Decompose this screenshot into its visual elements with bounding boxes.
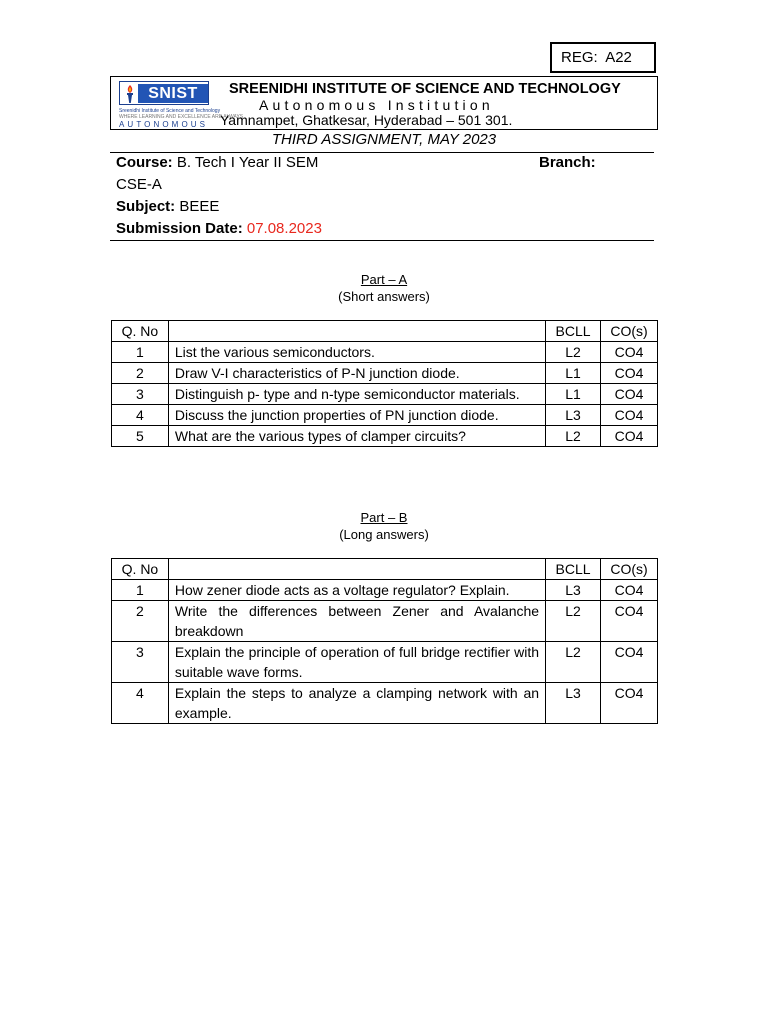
part-b-table	[111, 558, 658, 724]
question-text: How zener diode acts as a voltage regulator? Explain.	[168, 580, 545, 601]
divider-top	[110, 152, 654, 153]
header-co: CO(s)	[601, 321, 658, 342]
institution-address: Yamnampet, Ghatkesar, Hyderabad – 501 301.	[220, 112, 513, 128]
course-outcome: CO4	[601, 405, 658, 426]
question-text: What are the various types of clamper circuits?	[168, 426, 545, 447]
question-number: 4	[112, 683, 169, 724]
table-row	[112, 384, 658, 405]
table-row	[112, 683, 658, 724]
bcll-level: L2	[546, 642, 601, 683]
header-qno: Q. No	[112, 559, 169, 580]
question-number: 3	[112, 384, 169, 405]
table-row	[112, 363, 658, 384]
part-a-title: Part – A	[360, 272, 408, 287]
logo-badge	[119, 81, 209, 105]
header-bcll: BCLL	[546, 321, 601, 342]
reg-label: REG:	[561, 49, 598, 66]
table-row	[112, 601, 658, 642]
header-qno: Q. No	[112, 321, 169, 342]
table-row	[112, 642, 658, 683]
course-outcome: CO4	[601, 601, 658, 642]
question-number: 1	[112, 580, 169, 601]
bcll-level: L2	[546, 601, 601, 642]
bcll-level: L2	[546, 426, 601, 447]
question-text: Draw V-I characteristics of P-N junction diode.	[168, 363, 545, 384]
table-row	[112, 342, 658, 363]
institution-name: SREENIDHI INSTITUTE OF SCIENCE AND TECHNOLOGY	[229, 81, 621, 97]
table-row	[112, 405, 658, 426]
question-number: 5	[112, 426, 169, 447]
bcll-level: L3	[546, 405, 601, 426]
question-number: 2	[112, 363, 169, 384]
branch-label: Branch:	[539, 154, 596, 171]
question-text: Discuss the junction properties of PN junction diode.	[168, 405, 545, 426]
question-text: Write the differences between Zener and Avalanche breakdown	[168, 601, 545, 642]
course-line	[116, 154, 318, 171]
subject-value: BEEE	[179, 198, 220, 215]
question-text: Explain the steps to analyze a clamping network with an example.	[168, 683, 545, 724]
question-number: 4	[112, 405, 169, 426]
bcll-level: L3	[546, 683, 601, 724]
question-number: 2	[112, 601, 169, 642]
part-b-subtitle: (Long answers)	[339, 527, 429, 542]
table-row	[112, 426, 658, 447]
course-outcome: CO4	[601, 384, 658, 405]
header-bcll: BCLL	[546, 559, 601, 580]
bcll-level: L1	[546, 363, 601, 384]
header-question	[168, 559, 545, 580]
question-text: List the various semiconductors.	[168, 342, 545, 363]
question-text: Distinguish p- type and n-type semiconductor materials.	[168, 384, 545, 405]
course-outcome: CO4	[601, 426, 658, 447]
course-label: Course:	[116, 154, 173, 171]
part-b-title: Part – B	[360, 510, 408, 525]
bcll-level: L1	[546, 384, 601, 405]
branch-value: CSE-A	[116, 176, 162, 193]
bcll-level: L3	[546, 580, 601, 601]
course-outcome: CO4	[601, 580, 658, 601]
bcll-level: L2	[546, 342, 601, 363]
institution-logo	[119, 81, 244, 129]
divider-bottom	[110, 240, 654, 241]
course-outcome: CO4	[601, 342, 658, 363]
subject-label: Subject:	[116, 198, 176, 215]
assignment-title: THIRD ASSIGNMENT, MAY 2023	[271, 131, 497, 148]
submission-line	[116, 220, 322, 237]
part-a-table	[111, 320, 658, 447]
table-row	[112, 580, 658, 601]
submission-label: Submission Date:	[116, 220, 243, 237]
part-a-subtitle: (Short answers)	[338, 289, 430, 304]
institution-status: Autonomous Institution	[259, 97, 494, 113]
header-co: CO(s)	[601, 559, 658, 580]
logo-wordmark: SNIST	[138, 84, 208, 103]
question-number: 3	[112, 642, 169, 683]
course-value: B. Tech I Year II SEM	[176, 154, 319, 171]
submission-date: 07.08.2023	[246, 220, 322, 237]
header-question	[168, 321, 545, 342]
logo-subline: Sreenidhi Institute of Science and Technology	[119, 108, 221, 114]
institution-header	[110, 76, 658, 130]
logo-tagline: WHERE LEARNING AND EXCELLENCE ARE ALWAYS	[119, 114, 244, 120]
reg-value: A22	[605, 49, 632, 66]
question-number: 1	[112, 342, 169, 363]
logo-autonomous: AUTONOMOUS	[119, 120, 209, 129]
subject-line	[116, 198, 219, 215]
torch-icon	[124, 84, 136, 104]
course-outcome: CO4	[601, 363, 658, 384]
course-outcome: CO4	[601, 683, 658, 724]
reg-box	[550, 42, 656, 73]
table-header-row	[112, 321, 658, 342]
course-outcome: CO4	[601, 642, 658, 683]
question-text: Explain the principle of operation of full bridge rectifier with suitable wave forms.	[168, 642, 545, 683]
table-header-row	[112, 559, 658, 580]
